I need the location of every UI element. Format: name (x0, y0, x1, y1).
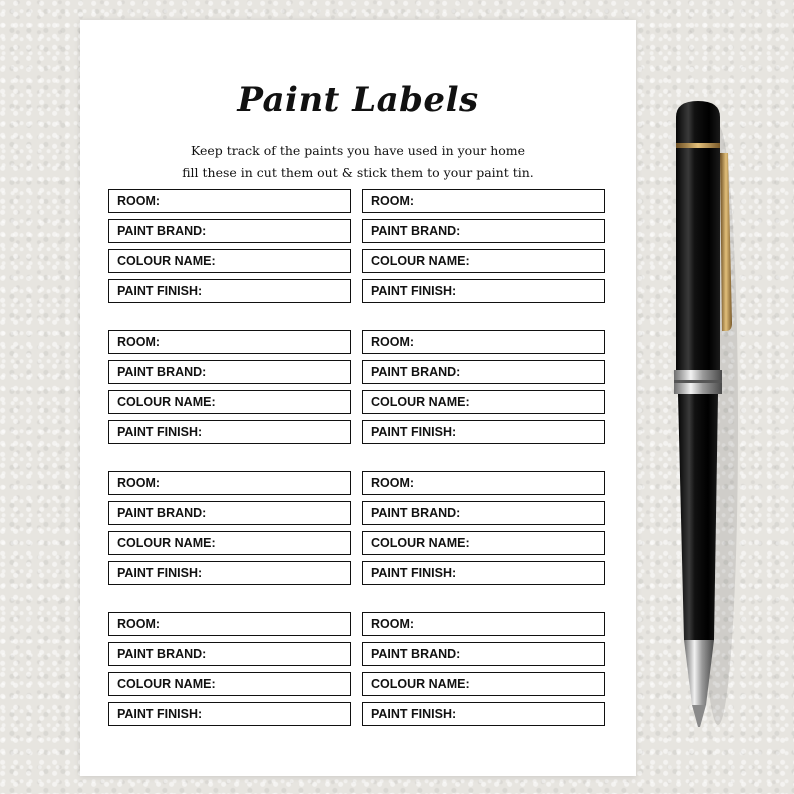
paint-finish-field[interactable]: PAINT FINISH: (108, 561, 351, 585)
page-subtitle (80, 140, 636, 184)
ballpoint-pen-icon (660, 95, 750, 735)
paint-brand-field[interactable]: PAINT BRAND: (108, 360, 351, 384)
paint-brand-field[interactable]: PAINT BRAND: (108, 501, 351, 525)
room-field[interactable]: ROOM: (362, 189, 605, 213)
subtitle-line-1: Keep track of the paints you have used in your home (190, 143, 526, 158)
room-field[interactable]: ROOM: (108, 612, 351, 636)
paint-brand-field[interactable]: PAINT BRAND: (108, 219, 351, 243)
subtitle-line-2: fill these in cut them out & stick them to your paint tin. (182, 165, 534, 180)
paint-brand-field[interactable]: PAINT BRAND: (362, 360, 605, 384)
paint-brand-field[interactable]: PAINT BRAND: (362, 642, 605, 666)
colour-name-field[interactable]: COLOUR NAME: (362, 672, 605, 696)
room-field[interactable]: ROOM: (362, 612, 605, 636)
colour-name-field[interactable]: COLOUR NAME: (108, 249, 351, 273)
paint-brand-field[interactable]: PAINT BRAND: (108, 642, 351, 666)
paint-finish-field[interactable]: PAINT FINISH: (108, 420, 351, 444)
colour-name-field[interactable]: COLOUR NAME: (108, 390, 351, 414)
page-title: Paint Labels (237, 80, 479, 120)
colour-name-field[interactable]: COLOUR NAME: (362, 531, 605, 555)
paint-finish-field[interactable]: PAINT FINISH: (362, 420, 605, 444)
room-field[interactable]: ROOM: (108, 330, 351, 354)
paint-finish-field[interactable]: PAINT FINISH: (362, 561, 605, 585)
room-field[interactable]: ROOM: (108, 471, 351, 495)
paint-brand-field[interactable]: PAINT BRAND: (362, 501, 605, 525)
paint-finish-field[interactable]: PAINT FINISH: (108, 702, 351, 726)
room-field[interactable]: ROOM: (362, 330, 605, 354)
colour-name-field[interactable]: COLOUR NAME: (362, 249, 605, 273)
colour-name-field[interactable]: COLOUR NAME: (108, 672, 351, 696)
colour-name-field[interactable]: COLOUR NAME: (108, 531, 351, 555)
printable-sheet (80, 20, 636, 776)
paint-finish-field[interactable]: PAINT FINISH: (362, 279, 605, 303)
paint-finish-field[interactable]: PAINT FINISH: (108, 279, 351, 303)
room-field[interactable]: ROOM: (362, 471, 605, 495)
room-field[interactable]: ROOM: (108, 189, 351, 213)
colour-name-field[interactable]: COLOUR NAME: (362, 390, 605, 414)
paint-finish-field[interactable]: PAINT FINISH: (362, 702, 605, 726)
paint-brand-field[interactable]: PAINT BRAND: (362, 219, 605, 243)
